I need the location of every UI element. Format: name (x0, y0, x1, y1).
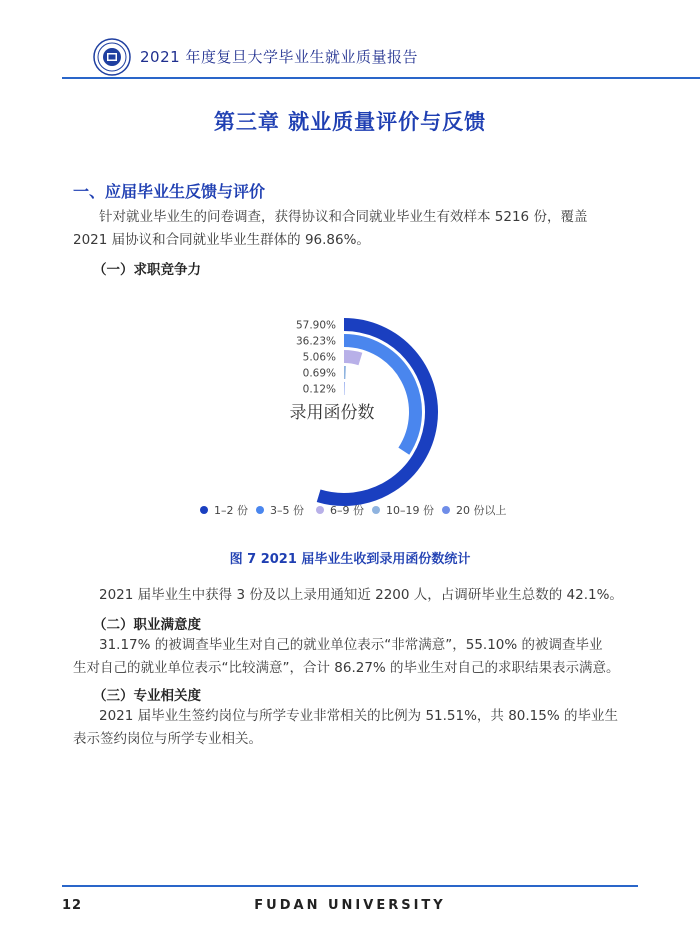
legend-dot-icon (442, 506, 450, 514)
section-title: 一、应届毕业生反馈与评价 (73, 182, 266, 201)
legend-item-1 (256, 502, 304, 518)
legend-item-3 (372, 502, 434, 518)
bar-value-label-0: 57.90% (295, 319, 336, 332)
figure-caption: 图 7 2021 届毕业生收到录用函份数统计 (229, 552, 471, 567)
relevance-line-1: 2021 届毕业生签约岗位与所学专业非常相关的比例为 51.51%，共 80.15% 的毕业生 (99, 708, 618, 724)
bar-value-label-4: 0.12% (302, 383, 336, 396)
satisfaction-line-1: 31.17% 的被调查毕业生对自己的就业单位表示“非常满意”，55.10% 的被调查毕业 (99, 637, 603, 653)
page-header (0, 0, 700, 78)
legend-dot-icon (200, 506, 208, 514)
offer-count-chart (0, 292, 700, 532)
radial-bar-2 (344, 357, 360, 359)
subsection-title-competitiveness: （一）求职竞争力 (93, 262, 201, 278)
legend-dot-icon (372, 506, 380, 514)
legend-dot-icon (256, 506, 264, 514)
bar-value-label-3: 0.69% (302, 367, 336, 380)
subsection-title-relevance: （三）专业相关度 (93, 688, 201, 704)
legend-label: 1–2 份 (214, 504, 248, 517)
satisfaction-line-2: 生对自己的就业单位表示“比较满意”，合计 86.27% 的毕业生对自己的求职结果表示满意。 (73, 660, 620, 676)
footer-divider (62, 885, 638, 887)
report-title: 2021 年度复旦大学毕业生就业质量报告 (140, 48, 418, 66)
offer-summary-text: 2021 届毕业生中获得 3 份及以上录用通知近 2200 人，占调研毕业生总数的 42.1%。 (99, 587, 623, 603)
footer-university-name: FUDAN UNIVERSITY (254, 898, 446, 913)
chapter-title: 第三章 就业质量评价与反馈 (213, 110, 487, 134)
legend-item-0 (200, 502, 248, 518)
legend-item-4 (442, 502, 507, 518)
header-divider (62, 77, 700, 79)
legend-dot-icon (316, 506, 324, 514)
university-seal-icon (93, 38, 131, 76)
legend-label: 20 份以上 (456, 504, 507, 517)
legend-label: 10–19 份 (386, 504, 434, 517)
legend-label: 6–9 份 (330, 504, 364, 517)
chart-center-label: 录用函份数 (289, 403, 375, 423)
intro-line-1: 针对就业毕业生的问卷调查，获得协议和合同就业毕业生有效样本 5216 份，覆盖 (99, 209, 588, 225)
page-number: 12 (62, 898, 83, 913)
bar-value-label-1: 36.23% (295, 335, 336, 348)
relevance-line-2: 表示签约岗位与所学专业相关。 (73, 731, 262, 747)
legend-label: 3–5 份 (270, 504, 304, 517)
bar-value-label-2: 5.06% (302, 351, 336, 364)
intro-line-2: 2021 届协议和合同就业毕业生群体的 96.86%。 (73, 232, 370, 248)
legend-item-2 (316, 502, 364, 518)
subsection-title-satisfaction: （二）职业满意度 (93, 617, 201, 633)
